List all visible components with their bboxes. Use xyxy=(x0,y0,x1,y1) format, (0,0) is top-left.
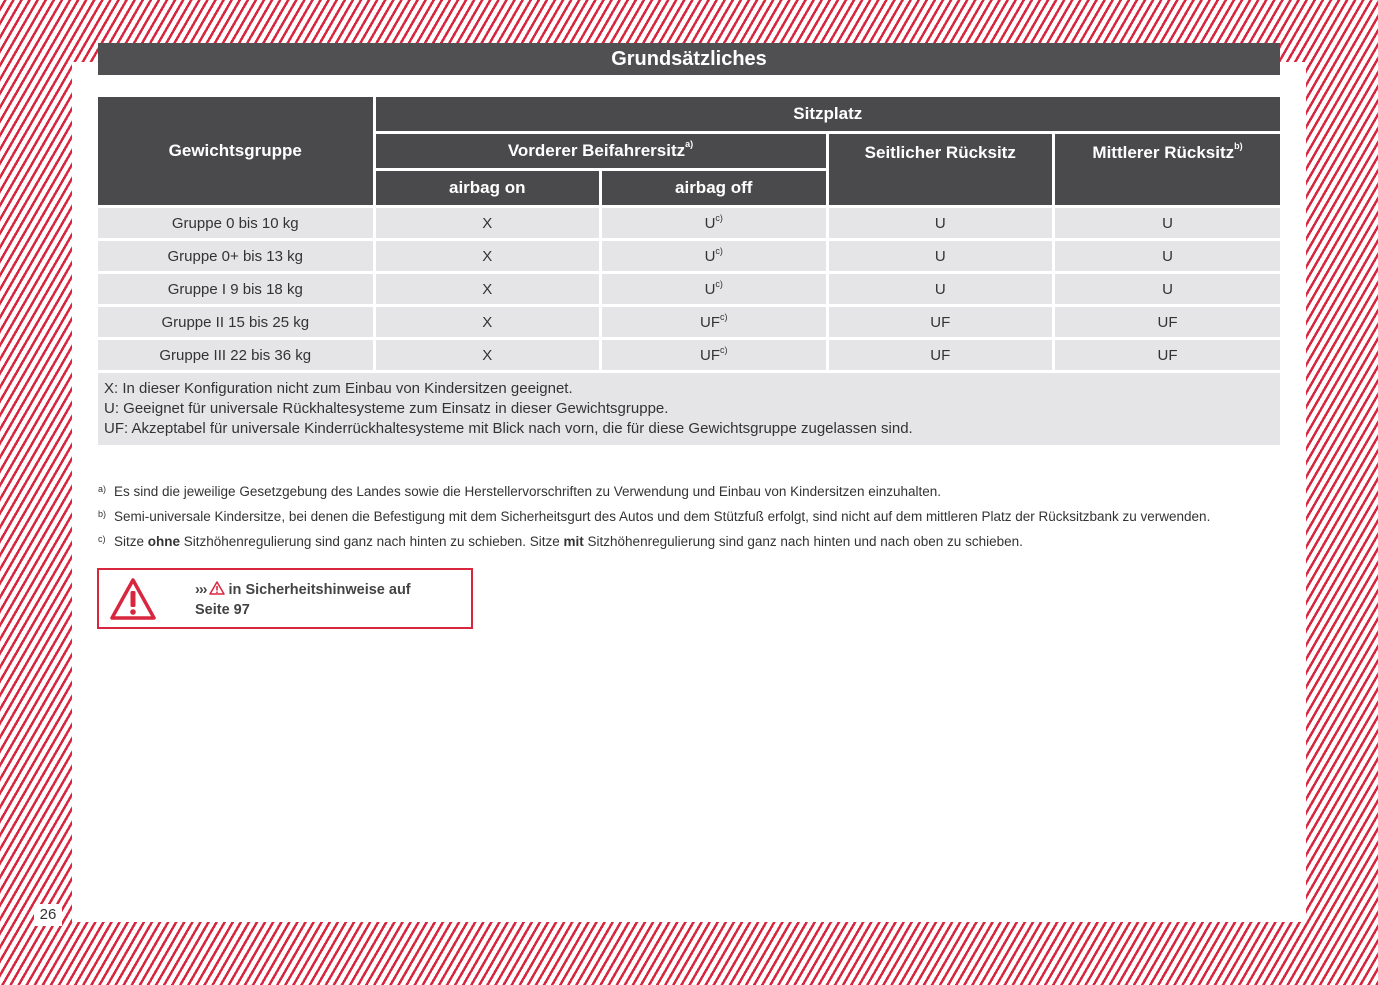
footnote-a xyxy=(98,482,1280,507)
footnote-c-bold2: mit xyxy=(563,534,584,549)
safety-reference-page: Seite 97 xyxy=(195,602,250,618)
header-airbag-on: airbag on xyxy=(374,170,601,207)
safety-reference-link[interactable] xyxy=(195,580,411,620)
legend-x: X: In dieser Konfiguration nicht zum Einbau von Kindersitzen geeignet. xyxy=(104,380,573,397)
footnote-ref-c: c) xyxy=(720,311,728,322)
cell-side-rear: UF xyxy=(827,306,1054,339)
warning-triangle-icon xyxy=(109,577,157,621)
cell-airbag-off xyxy=(601,339,828,372)
cell-airbag-off xyxy=(601,240,828,273)
footnote-b-text: Semi-universale Kindersitze, bei denen die Befestigung mit dem Sicherheitsgurt des Autos und dem Stützfuß erfolgt, sind nicht auf dem mittleren Platz der Rücksitzbank zu verwenden. xyxy=(114,509,1211,524)
small-warning-icon xyxy=(209,581,225,595)
cell-airbag-off xyxy=(601,306,828,339)
legend-row xyxy=(98,372,1280,447)
cell-side-rear: UF xyxy=(827,339,1054,372)
cell-airbag-on: X xyxy=(374,207,601,240)
footnote-c-mark: c) xyxy=(98,534,106,544)
cell-airbag-on: X xyxy=(374,273,601,306)
header-front-passenger xyxy=(374,133,827,170)
table-row xyxy=(98,240,1280,273)
cell-middle-rear: U xyxy=(1054,207,1281,240)
footnote-ref-c: c) xyxy=(715,212,723,223)
page-number: 26 xyxy=(34,904,62,926)
cell-airbag-on: X xyxy=(374,240,601,273)
table-row xyxy=(98,273,1280,306)
table-legend xyxy=(98,372,1280,447)
footnote-c-bold1: ohne xyxy=(147,534,181,549)
footnote-b-mark: b) xyxy=(98,509,107,519)
cell-middle-rear: UF xyxy=(1054,339,1281,372)
cell-airbag-off xyxy=(601,273,828,306)
footnote-c-part3: Sitzhöhenregulierung sind ganz nach hinten und nach oben zu schieben. xyxy=(583,534,1023,549)
header-airbag-off: airbag off xyxy=(601,170,828,207)
header-middle-rear-label: Mittlerer Rücksitz xyxy=(1092,143,1235,162)
footnote-ref-b: b) xyxy=(1234,141,1243,151)
cell-middle-rear: U xyxy=(1054,240,1281,273)
footnote-a-mark: a) xyxy=(98,484,107,494)
cell-airbag-off-value: UF xyxy=(700,346,720,364)
footnote-c-part1: Sitze xyxy=(114,534,148,549)
header-side-rear: Seitlicher Rücksitz xyxy=(827,133,1054,207)
cell-airbag-off-value: U xyxy=(704,247,716,265)
cell-airbag-off-value: U xyxy=(704,280,716,298)
header-seat-position: Sitzplatz xyxy=(374,97,1280,133)
cell-airbag-on: X xyxy=(374,339,601,372)
cell-middle-rear: U xyxy=(1054,273,1281,306)
header-weight-group: Gewichtsgruppe xyxy=(98,97,374,207)
table-row xyxy=(98,339,1280,372)
cell-airbag-off-value: UF xyxy=(700,313,720,331)
section-title: Grundsätzliches xyxy=(98,43,1280,75)
footnote-c-text xyxy=(114,532,1023,557)
cell-group: Gruppe III 22 bis 36 kg xyxy=(98,339,374,372)
footnote-c xyxy=(98,532,1280,557)
cell-airbag-off xyxy=(601,207,828,240)
footnote-ref-a: a) xyxy=(685,139,694,149)
legend-uf: UF: Akzeptabel für universale Kinderrückhaltesysteme mit Blick nach vorn, die für diese Gewichtsgruppe zugelassen sind. xyxy=(104,420,913,437)
cell-airbag-off-value: U xyxy=(704,214,716,232)
cell-middle-rear: UF xyxy=(1054,306,1281,339)
cell-group: Gruppe 0 bis 10 kg xyxy=(98,207,374,240)
chevrons-icon: ››› xyxy=(195,582,207,598)
cell-side-rear: U xyxy=(827,240,1054,273)
table-row xyxy=(98,207,1280,240)
cell-side-rear: U xyxy=(827,207,1054,240)
footnote-ref-c: c) xyxy=(715,245,723,256)
footnote-c-part2: Sitzhöhenregulierung sind ganz nach hinten zu schieben. Sitze xyxy=(180,534,564,549)
safety-warning-box xyxy=(97,568,473,629)
legend-u: U: Geeignet für universale Rückhaltesysteme zum Einsatz in dieser Gewichtsgruppe. xyxy=(104,400,669,417)
header-front-passenger-label: Vorderer Beifahrersitz xyxy=(507,141,686,160)
cell-group: Gruppe I 9 bis 18 kg xyxy=(98,273,374,306)
footnote-a-text: Es sind die jeweilige Gesetzgebung des Landes sowie die Herstellervorschriften zu Verwendung und Einbau von Kindersitzen einzuhalten. xyxy=(114,484,942,499)
cell-side-rear: U xyxy=(827,273,1054,306)
cell-group: Gruppe 0+ bis 13 kg xyxy=(98,240,374,273)
footnote-ref-c: c) xyxy=(720,344,728,355)
footnotes xyxy=(98,482,1280,557)
cell-group: Gruppe II 15 bis 25 kg xyxy=(98,306,374,339)
child-seat-table xyxy=(98,97,1280,448)
cell-airbag-on: X xyxy=(374,306,601,339)
safety-reference-text: in Sicherheitshinweise auf xyxy=(224,582,411,598)
header-middle-rear xyxy=(1054,133,1281,207)
footnote-b xyxy=(98,507,1280,532)
footnote-ref-c: c) xyxy=(715,278,723,289)
table-row xyxy=(98,306,1280,339)
